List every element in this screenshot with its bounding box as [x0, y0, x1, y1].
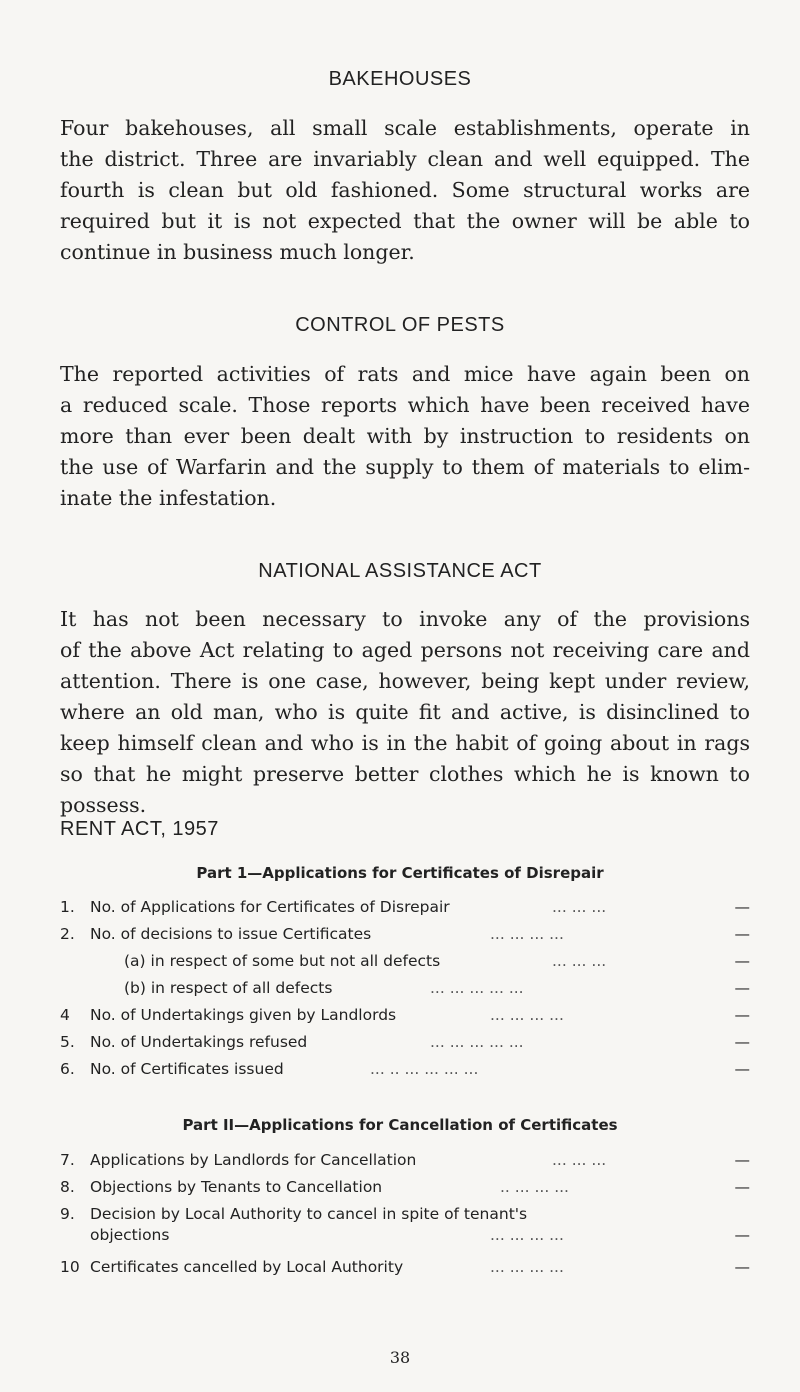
table-row	[60, 1006, 750, 1028]
table-row	[60, 1151, 750, 1173]
item-label: (a) in respect of some but not all defects	[124, 952, 441, 970]
table-row	[60, 1060, 750, 1082]
dot-leader: ... ... ... ... ...	[430, 1033, 524, 1051]
item-label: Certificates cancelled by Local Authority	[90, 1258, 404, 1276]
item-number: 7.	[60, 1151, 75, 1169]
dot-leader: ... ... ...	[552, 1151, 607, 1169]
item-value: —	[734, 1226, 750, 1244]
text-line: continue in business much longer.	[60, 240, 415, 264]
item-number: 5.	[60, 1033, 75, 1051]
table-row	[60, 1258, 750, 1280]
text-line: more than ever been dealt with by instruction to residents on	[60, 424, 750, 448]
part-2-title: Part II—Applications for Cancellation of Certificates	[182, 1116, 618, 1134]
dot-leader: ... .. ... ... ... ...	[370, 1060, 479, 1078]
item-value: —	[734, 1060, 750, 1078]
dot-leader: ... ... ...	[552, 952, 607, 970]
item-label: No. of Certificates issued	[90, 1060, 284, 1078]
dot-leader: ... ... ... ...	[490, 925, 564, 943]
text-line: a reduced scale. Those reports which have been received have	[60, 393, 750, 417]
item-number: 4	[60, 1006, 70, 1024]
item-value: —	[734, 1178, 750, 1196]
dot-leader: ... ... ... ...	[490, 1258, 564, 1276]
item-value: —	[734, 1258, 750, 1276]
table-row-continuation	[60, 1226, 750, 1248]
item-number: 1.	[60, 898, 75, 916]
paragraph-control-of-pests	[60, 359, 750, 514]
text-line: the district. Three are invariably clean and well equipped. The	[60, 147, 750, 171]
table-row	[60, 979, 750, 1001]
table-row	[60, 925, 750, 947]
text-line: the use of Warfarin and the supply to them of materials to elim-	[60, 455, 750, 479]
dot-leader: ... ... ...	[552, 898, 607, 916]
text-line: so that he might preserve better clothes which he is known to	[60, 762, 750, 786]
part-1-title: Part 1—Applications for Certificates of Disrepair	[196, 864, 604, 882]
item-value: —	[734, 979, 750, 997]
dot-leader: .. ... ... ...	[500, 1178, 569, 1196]
text-line: inate the infestation.	[60, 486, 277, 510]
item-label: No. of Undertakings refused	[90, 1033, 308, 1051]
text-line: keep himself clean and who is in the habit of going about in rags	[60, 731, 750, 755]
text-line: possess.	[60, 793, 147, 817]
table-row	[60, 898, 750, 920]
item-label-continuation: objections	[90, 1226, 170, 1244]
item-value: —	[734, 1006, 750, 1024]
item-label: No. of Applications for Certificates of Disrepair	[90, 898, 450, 916]
item-number: 10	[60, 1258, 80, 1276]
item-number: 8.	[60, 1178, 75, 1196]
dot-leader: ... ... ... ... ...	[430, 979, 524, 997]
dot-leader: ... ... ... ...	[490, 1226, 564, 1244]
table-row	[60, 1178, 750, 1200]
item-value: —	[734, 925, 750, 943]
item-label: No. of decisions to issue Certificates	[90, 925, 372, 943]
text-line: It has not been necessary to invoke any of the provisions	[60, 607, 750, 631]
text-line: of the above Act relating to aged persons not receiving care and	[60, 638, 750, 662]
heading-rent-act: RENT ACT, 1957	[60, 818, 219, 840]
item-label: No. of Undertakings given by Landlords	[90, 1006, 397, 1024]
table-row	[60, 1033, 750, 1055]
item-number: 6.	[60, 1060, 75, 1078]
text-line: The reported activities of rats and mice have again been on	[60, 362, 750, 386]
paragraph-national-assistance-act	[60, 604, 750, 821]
paragraph-bakehouses	[60, 113, 750, 268]
item-value: —	[734, 952, 750, 970]
text-line: fourth is clean but old fashioned. Some structural works are	[60, 178, 750, 202]
heading-bakehouses: BAKEHOUSES	[328, 68, 472, 90]
heading-control-of-pests: CONTROL OF PESTS	[295, 314, 505, 336]
table-row	[60, 952, 750, 974]
item-value: —	[734, 1033, 750, 1051]
item-label: Objections by Tenants to Cancellation	[90, 1178, 383, 1196]
table-row	[60, 1205, 750, 1227]
item-value: —	[734, 898, 750, 916]
item-number: 2.	[60, 925, 75, 943]
item-label: Applications by Landlords for Cancellation	[90, 1151, 417, 1169]
page-number: 38	[389, 1348, 411, 1367]
item-value: —	[734, 1151, 750, 1169]
text-line: Four bakehouses, all small scale establishments, operate in	[60, 116, 750, 140]
item-label: Decision by Local Authority to cancel in spite of tenant's	[90, 1205, 528, 1223]
text-line: where an old man, who is quite fit and active, is disinclined to	[60, 700, 750, 724]
item-number: 9.	[60, 1205, 75, 1223]
text-line: required but it is not expected that the owner will be able to	[60, 209, 750, 233]
heading-national-assistance-act: NATIONAL ASSISTANCE ACT	[258, 560, 542, 582]
text-line: attention. There is one case, however, being kept under review,	[60, 669, 750, 693]
dot-leader: ... ... ... ...	[490, 1006, 564, 1024]
item-label: (b) in respect of all defects	[124, 979, 333, 997]
